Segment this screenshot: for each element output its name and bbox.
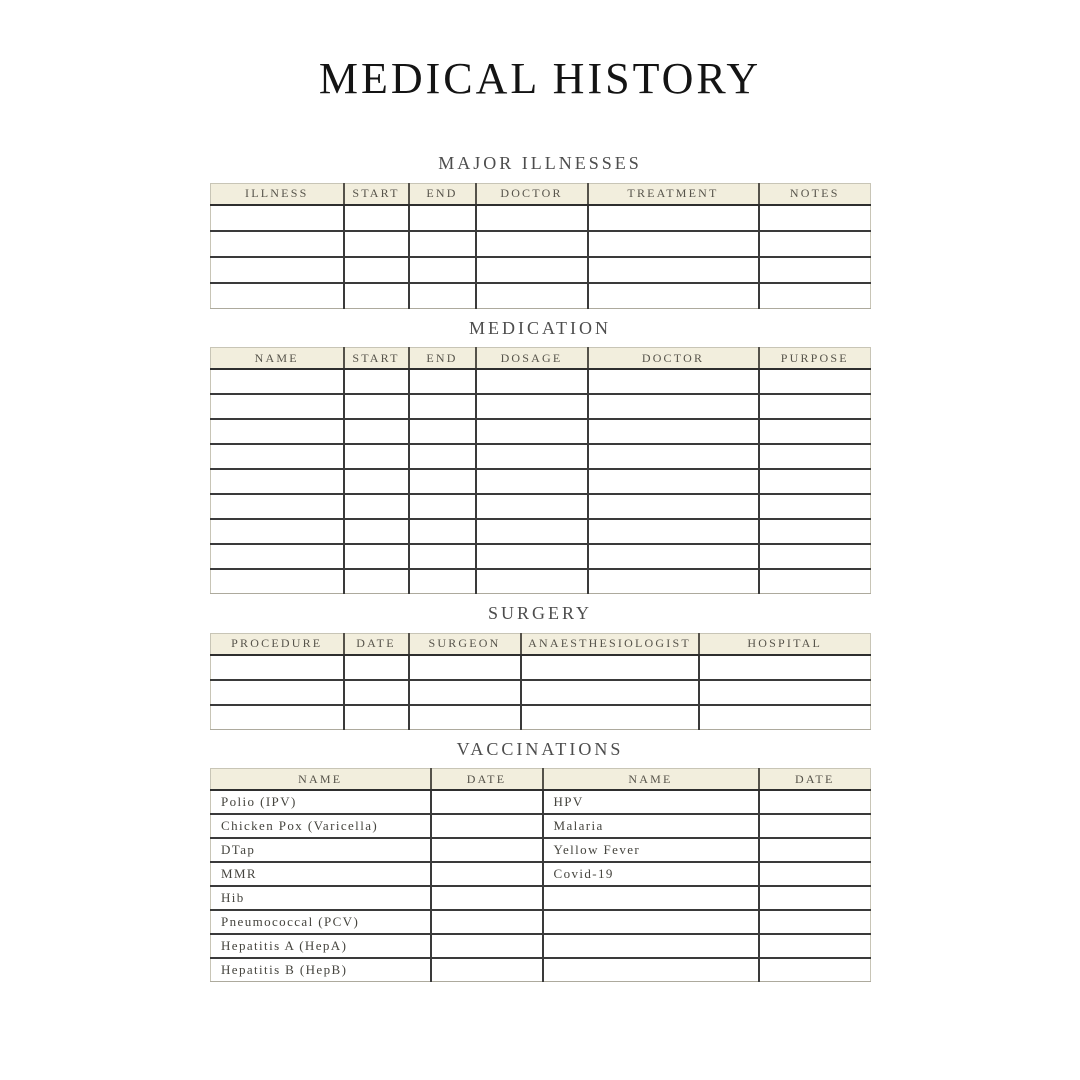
page-title: MEDICAL HISTORY (318, 54, 762, 103)
major-illnesses-blank-cell[interactable] (476, 257, 588, 283)
column-header-treatment: TREATMENT (588, 183, 759, 205)
medication-blank-cell[interactable] (409, 369, 476, 394)
medication-blank-cell[interactable] (211, 394, 344, 419)
column-header-surgeon: SURGEON (409, 633, 521, 655)
vaccinations-blank-cell[interactable] (431, 910, 543, 934)
vaccinations-blank-cell[interactable] (543, 934, 759, 958)
major-illnesses-blank-cell[interactable] (211, 205, 344, 231)
surgery-blank-cell[interactable] (211, 655, 344, 680)
column-header-dosage: DOSAGE (476, 348, 588, 370)
table-row (211, 231, 871, 257)
medication-blank-cell[interactable] (759, 544, 871, 569)
medication-blank-cell[interactable] (588, 469, 759, 494)
major-illnesses-blank-cell[interactable] (409, 283, 476, 309)
medication-blank-cell[interactable] (759, 444, 871, 469)
form-content (210, 152, 870, 982)
medication-blank-cell[interactable] (588, 569, 759, 594)
vaccinations-blank-cell[interactable] (431, 862, 543, 886)
column-header-notes: NOTES (759, 183, 871, 205)
vaccinations-blank-cell[interactable] (543, 958, 759, 982)
table-row (211, 419, 871, 444)
column-header-start: START (344, 183, 409, 205)
medication-blank-cell[interactable] (476, 469, 588, 494)
column-header-procedure: PROCEDURE (211, 633, 344, 655)
medication-blank-cell[interactable] (211, 544, 344, 569)
vaccinations-label-cell: Chicken Pox (Varicella) (211, 814, 431, 838)
medication-blank-cell[interactable] (211, 494, 344, 519)
column-header-end: END (409, 348, 476, 370)
table-row (211, 814, 871, 838)
medication-blank-cell[interactable] (409, 569, 476, 594)
medication-blank-cell[interactable] (476, 419, 588, 444)
surgery-blank-cell[interactable] (521, 705, 699, 730)
section-title-surgery: SURGERY (487, 603, 593, 624)
major-illnesses-blank-cell[interactable] (344, 205, 409, 231)
surgery-blank-cell[interactable] (344, 680, 409, 705)
table-row (211, 444, 871, 469)
column-header-name: NAME (543, 769, 759, 791)
medication-blank-cell[interactable] (476, 444, 588, 469)
medication-blank-cell[interactable] (344, 569, 409, 594)
table-row (211, 205, 871, 231)
section-title-medication: MEDICATION (469, 317, 611, 338)
table-row (211, 934, 871, 958)
major-illnesses-blank-cell[interactable] (211, 283, 344, 309)
major-illnesses-blank-cell[interactable] (476, 231, 588, 257)
vaccinations-blank-cell[interactable] (543, 910, 759, 934)
medication-blank-cell[interactable] (409, 494, 476, 519)
surgery-blank-cell[interactable] (211, 705, 344, 730)
vaccinations-blank-cell[interactable] (759, 910, 871, 934)
major-illnesses-blank-cell[interactable] (211, 257, 344, 283)
medication-blank-cell[interactable] (344, 419, 409, 444)
surgery-blank-cell[interactable] (521, 655, 699, 680)
medication-blank-cell[interactable] (211, 444, 344, 469)
vaccinations-table (210, 768, 871, 982)
table-row (211, 838, 871, 862)
vaccinations-blank-cell[interactable] (431, 934, 543, 958)
table-row (211, 469, 871, 494)
vaccinations-blank-cell[interactable] (431, 814, 543, 838)
vaccinations-blank-cell[interactable] (759, 886, 871, 910)
column-header-anaesthesiologist: ANAESTHESIOLOGIST (521, 633, 699, 655)
vaccinations-blank-cell[interactable] (759, 862, 871, 886)
medication-blank-cell[interactable] (476, 369, 588, 394)
table-row (211, 862, 871, 886)
table-row (211, 544, 871, 569)
medication-blank-cell[interactable] (588, 544, 759, 569)
major-illnesses-blank-cell[interactable] (476, 205, 588, 231)
header-row (211, 183, 871, 205)
vaccinations-blank-cell[interactable] (431, 838, 543, 862)
medication-blank-cell[interactable] (211, 569, 344, 594)
surgery-blank-cell[interactable] (409, 705, 521, 730)
medication-blank-cell[interactable] (476, 519, 588, 544)
major-illnesses-blank-cell[interactable] (588, 257, 759, 283)
column-header-name: NAME (211, 348, 344, 370)
section-major-illnesses (210, 152, 870, 309)
surgery-blank-cell[interactable] (344, 705, 409, 730)
vaccinations-blank-cell[interactable] (431, 886, 543, 910)
column-header-purpose: PURPOSE (759, 348, 871, 370)
column-header-name: NAME (211, 769, 431, 791)
column-header-date: DATE (759, 769, 871, 791)
medication-blank-cell[interactable] (759, 369, 871, 394)
medication-blank-cell[interactable] (588, 394, 759, 419)
table-row (211, 655, 871, 680)
medication-blank-cell[interactable] (759, 419, 871, 444)
surgery-blank-cell[interactable] (699, 655, 871, 680)
vaccinations-blank-cell[interactable] (431, 790, 543, 814)
medication-blank-cell[interactable] (409, 419, 476, 444)
medication-table (210, 347, 871, 594)
major-illnesses-blank-cell[interactable] (759, 231, 871, 257)
column-header-illness: ILLNESS (211, 183, 344, 205)
medication-blank-cell[interactable] (476, 544, 588, 569)
medication-blank-cell[interactable] (759, 569, 871, 594)
vaccinations-label-cell: Hib (211, 886, 431, 910)
medication-blank-cell[interactable] (211, 419, 344, 444)
medication-blank-cell[interactable] (344, 494, 409, 519)
major-illnesses-blank-cell[interactable] (409, 257, 476, 283)
major-illnesses-blank-cell[interactable] (211, 231, 344, 257)
surgery-blank-cell[interactable] (409, 655, 521, 680)
major-illnesses-blank-cell[interactable] (759, 205, 871, 231)
vaccinations-label-cell: MMR (211, 862, 431, 886)
header-row (211, 769, 871, 791)
medication-blank-cell[interactable] (409, 519, 476, 544)
major-illnesses-blank-cell[interactable] (344, 283, 409, 309)
surgery-blank-cell[interactable] (211, 680, 344, 705)
table-row (211, 958, 871, 982)
table-row (211, 369, 871, 394)
medication-blank-cell[interactable] (344, 394, 409, 419)
section-medication (210, 317, 870, 595)
table-row (211, 569, 871, 594)
vaccinations-label-cell: Polio (IPV) (211, 790, 431, 814)
medication-blank-cell[interactable] (211, 519, 344, 544)
table-row (211, 494, 871, 519)
vaccinations-blank-cell[interactable] (431, 958, 543, 982)
medication-blank-cell[interactable] (211, 469, 344, 494)
vaccinations-blank-cell[interactable] (759, 838, 871, 862)
medication-blank-cell[interactable] (409, 469, 476, 494)
vaccinations-blank-cell[interactable] (759, 958, 871, 982)
section-surgery (210, 602, 870, 730)
medication-blank-cell[interactable] (759, 519, 871, 544)
medication-blank-cell[interactable] (588, 519, 759, 544)
table-row (211, 283, 871, 309)
medication-blank-cell[interactable] (759, 394, 871, 419)
column-header-date: DATE (344, 633, 409, 655)
major-illnesses-blank-cell[interactable] (759, 257, 871, 283)
column-header-hospital: HOSPITAL (699, 633, 871, 655)
major-illnesses-blank-cell[interactable] (759, 283, 871, 309)
medication-blank-cell[interactable] (344, 544, 409, 569)
vaccinations-label-cell: DTap (211, 838, 431, 862)
surgery-table (210, 633, 871, 730)
vaccinations-label-cell: Covid-19 (543, 862, 759, 886)
medication-blank-cell[interactable] (409, 544, 476, 569)
table-row (211, 705, 871, 730)
section-title-major-illnesses: MAJOR ILLNESSES (438, 153, 642, 174)
surgery-blank-cell[interactable] (409, 680, 521, 705)
medication-blank-cell[interactable] (476, 394, 588, 419)
major-illnesses-table (210, 183, 871, 309)
header-row (211, 633, 871, 655)
surgery-blank-cell[interactable] (699, 680, 871, 705)
vaccinations-label-cell: Hepatitis A (HepA) (211, 934, 431, 958)
medication-blank-cell[interactable] (588, 419, 759, 444)
medication-blank-cell[interactable] (588, 494, 759, 519)
major-illnesses-blank-cell[interactable] (588, 231, 759, 257)
surgery-blank-cell[interactable] (699, 705, 871, 730)
column-header-doctor: DOCTOR (588, 348, 759, 370)
medication-blank-cell[interactable] (344, 369, 409, 394)
table-row (211, 519, 871, 544)
vaccinations-blank-cell[interactable] (759, 790, 871, 814)
medication-blank-cell[interactable] (211, 369, 344, 394)
major-illnesses-blank-cell[interactable] (476, 283, 588, 309)
header-row (211, 348, 871, 370)
table-row (211, 910, 871, 934)
medication-blank-cell[interactable] (344, 444, 409, 469)
table-row (211, 680, 871, 705)
major-illnesses-blank-cell[interactable] (344, 257, 409, 283)
column-header-doctor: DOCTOR (476, 183, 588, 205)
medication-blank-cell[interactable] (409, 394, 476, 419)
vaccinations-label-cell: Malaria (543, 814, 759, 838)
medication-blank-cell[interactable] (759, 494, 871, 519)
vaccinations-label-cell: HPV (543, 790, 759, 814)
major-illnesses-blank-cell[interactable] (344, 231, 409, 257)
section-vaccinations (210, 738, 870, 983)
major-illnesses-blank-cell[interactable] (588, 283, 759, 309)
section-title-vaccinations: VACCINATIONS (456, 738, 624, 759)
column-header-end: END (409, 183, 476, 205)
major-illnesses-blank-cell[interactable] (588, 205, 759, 231)
surgery-blank-cell[interactable] (521, 680, 699, 705)
medication-blank-cell[interactable] (588, 369, 759, 394)
medication-blank-cell[interactable] (476, 494, 588, 519)
vaccinations-label-cell: Yellow Fever (543, 838, 759, 862)
medication-blank-cell[interactable] (759, 469, 871, 494)
vaccinations-label-cell: Pneumococcal (PCV) (211, 910, 431, 934)
column-header-date: DATE (431, 769, 543, 791)
medication-blank-cell[interactable] (476, 569, 588, 594)
table-row (211, 394, 871, 419)
vaccinations-label-cell: Hepatitis B (HepB) (211, 958, 431, 982)
surgery-blank-cell[interactable] (344, 655, 409, 680)
major-illnesses-blank-cell[interactable] (409, 205, 476, 231)
medication-blank-cell[interactable] (344, 519, 409, 544)
medication-blank-cell[interactable] (409, 444, 476, 469)
medication-blank-cell[interactable] (588, 444, 759, 469)
column-header-start: START (344, 348, 409, 370)
table-row (211, 257, 871, 283)
table-row (211, 886, 871, 910)
major-illnesses-blank-cell[interactable] (409, 231, 476, 257)
vaccinations-blank-cell[interactable] (543, 886, 759, 910)
vaccinations-blank-cell[interactable] (759, 934, 871, 958)
medication-blank-cell[interactable] (344, 469, 409, 494)
table-row (211, 790, 871, 814)
vaccinations-blank-cell[interactable] (759, 814, 871, 838)
